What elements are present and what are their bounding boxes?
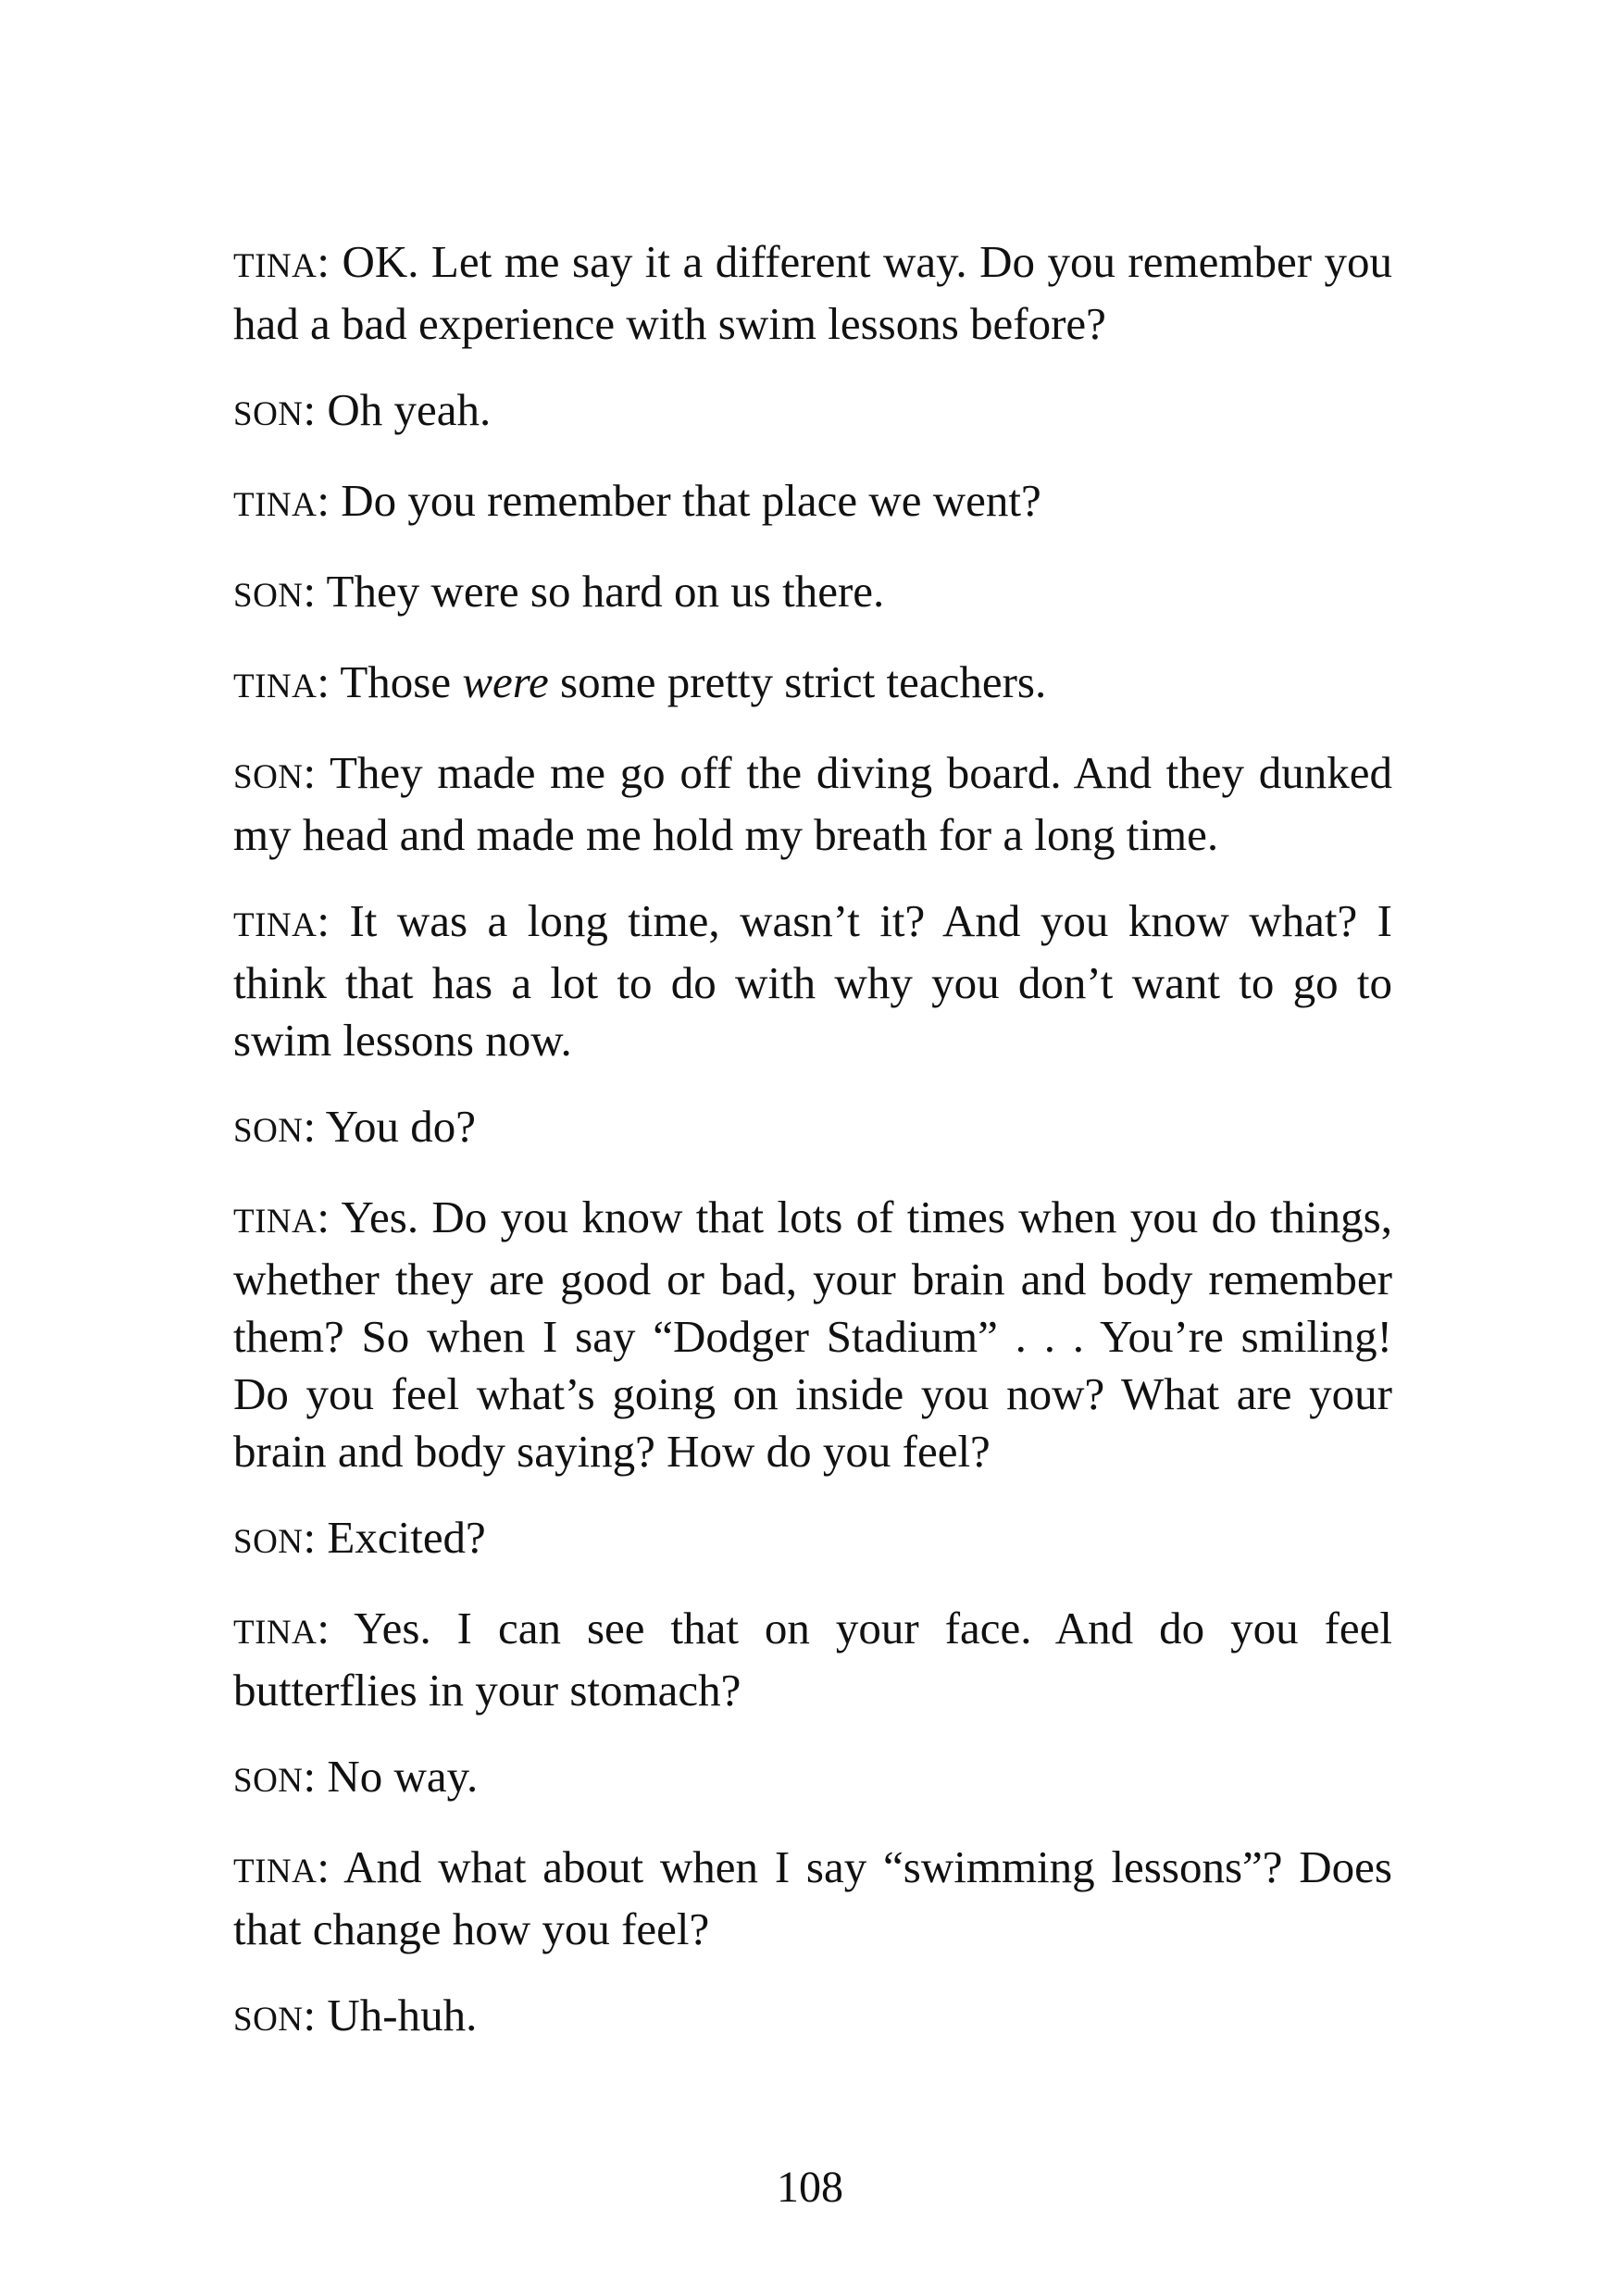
speaker-name: SON bbox=[233, 395, 304, 433]
dialogue-line bbox=[233, 1189, 1392, 1480]
separator: : bbox=[317, 895, 350, 946]
dialogue-line bbox=[233, 654, 1392, 716]
dialogue-line bbox=[233, 1098, 1392, 1160]
dialogue-line bbox=[233, 1748, 1392, 1810]
line-text: Uh-huh. bbox=[327, 1990, 478, 2040]
line-text: OK. Let me say it a different way. Do you remember you had a bad experience with swim lessons before? bbox=[233, 236, 1392, 349]
speaker-name: SON bbox=[233, 1112, 304, 1150]
separator: : bbox=[317, 656, 341, 707]
speaker-name: SON bbox=[233, 758, 304, 796]
separator: : bbox=[303, 1751, 328, 1802]
dialogue-line bbox=[233, 892, 1392, 1069]
line-text: No way. bbox=[327, 1751, 479, 1802]
dialogue-line bbox=[233, 381, 1392, 443]
dialogue-line bbox=[233, 1509, 1392, 1571]
line-text: Excited? bbox=[327, 1512, 486, 1563]
separator: : bbox=[303, 747, 330, 798]
separator: : bbox=[303, 1990, 328, 2040]
line-text: They were so hard on us there. bbox=[326, 566, 885, 617]
speaker-name: TINA bbox=[233, 906, 318, 944]
line-text: Yes. Do you know that lots of times when you do things, whether they are good or bad, your brain and body remember them? So when I say “Dodger Stadium” . . . You’re smiling! Do you feel what’s going on inside you now? What are your brain and body saying? How do you feel? bbox=[233, 1192, 1392, 1477]
separator: : bbox=[317, 1841, 344, 1892]
separator: : bbox=[317, 475, 342, 526]
line-text: Yes. I can see that on your face. And do you feel butterflies in your stomach? bbox=[233, 1603, 1393, 1716]
line-text: You do? bbox=[325, 1101, 477, 1152]
speaker-name: TINA bbox=[233, 1853, 318, 1890]
separator: : bbox=[317, 1192, 342, 1242]
line-text: Do you remember that place we went? bbox=[341, 475, 1041, 526]
page-body bbox=[233, 233, 1392, 2078]
dialogue-line bbox=[233, 1600, 1392, 1719]
dialogue-line bbox=[233, 1987, 1392, 2049]
separator: : bbox=[303, 566, 327, 617]
speaker-name: SON bbox=[233, 1523, 304, 1561]
speaker-name: SON bbox=[233, 577, 304, 615]
line-text: And what about when I say “swimming lessons”? Does that change how you feel? bbox=[233, 1841, 1392, 1954]
dialogue-line bbox=[233, 472, 1392, 534]
separator: : bbox=[303, 1512, 328, 1563]
dialogue-line bbox=[233, 233, 1392, 353]
line-text-after: some pretty strict teachers. bbox=[548, 656, 1047, 707]
line-text: It was a long time, wasn’t it? And you know what? I think that has a lot to do with why you don’t want to go to swim lessons now. bbox=[233, 895, 1392, 1066]
speaker-name: TINA bbox=[233, 1203, 318, 1241]
line-text: They made me go off the diving board. And they dunked my head and made me hold my breath for a long time. bbox=[233, 747, 1392, 860]
separator: : bbox=[303, 384, 328, 435]
speaker-name: TINA bbox=[233, 668, 318, 705]
line-text: Oh yeah. bbox=[327, 384, 492, 435]
separator: : bbox=[317, 236, 343, 287]
speaker-name: SON bbox=[233, 2001, 304, 2039]
dialogue-line bbox=[233, 563, 1392, 625]
separator: : bbox=[303, 1101, 326, 1152]
line-text-before: Those bbox=[340, 656, 463, 707]
speaker-name: TINA bbox=[233, 486, 318, 524]
separator: : bbox=[317, 1603, 355, 1653]
dialogue-line bbox=[233, 1839, 1392, 1958]
speaker-name: SON bbox=[233, 1762, 304, 1800]
page-number: 108 bbox=[777, 2163, 843, 2212]
speaker-name: TINA bbox=[233, 247, 318, 285]
dialogue-line bbox=[233, 744, 1392, 864]
speaker-name: TINA bbox=[233, 1614, 318, 1652]
emphasis-text: were bbox=[462, 656, 549, 707]
